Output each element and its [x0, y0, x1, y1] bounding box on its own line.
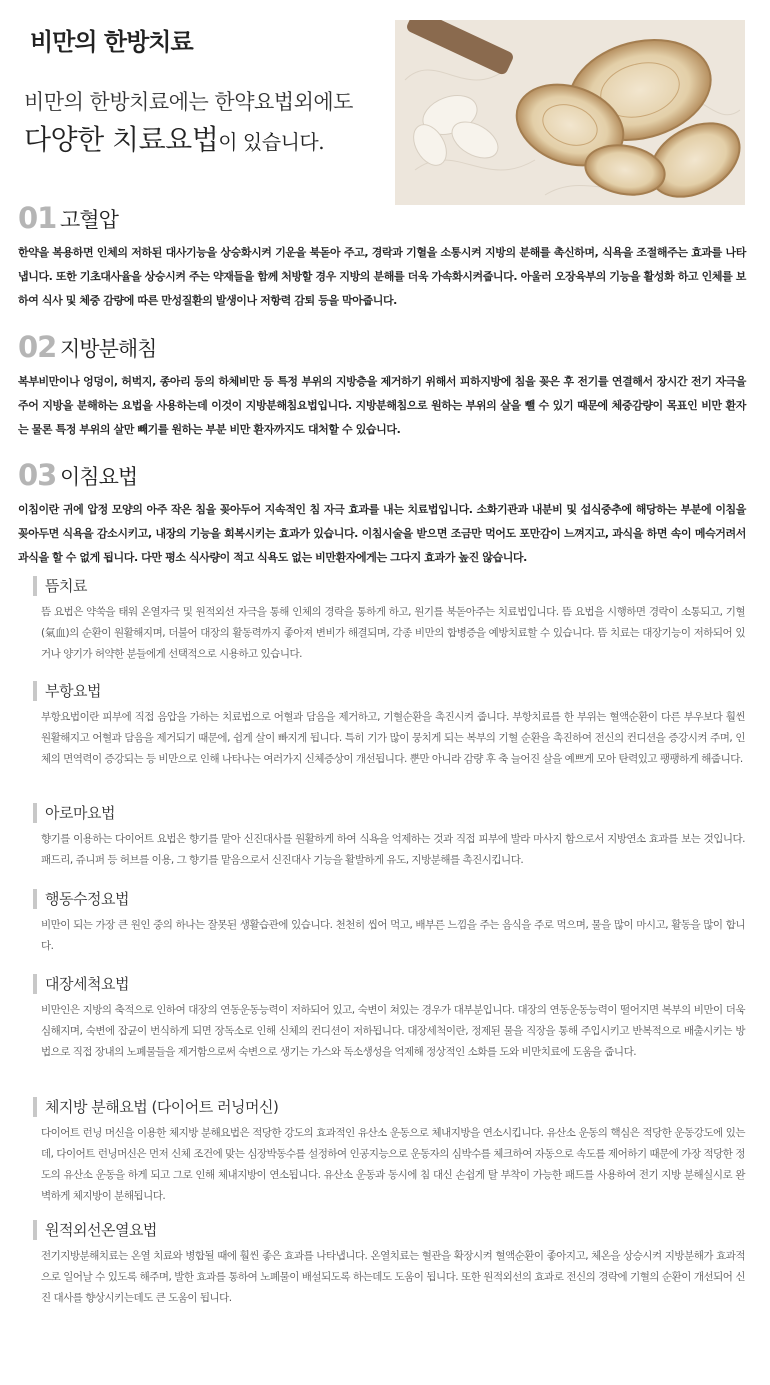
subsection-text: 다이어트 런닝 머신을 이용한 체지방 분해요법은 적당한 강도의 효과적인 유산소 운동으로 체내지방을 연소시킵니다. 유산소 운동의 핵심은 적당한 운동강도에 있는데, 다이어트 런닝머신은 먼저 신체 조건에 맞는 심장박동수를 설정하여 인공지능으로 운동자의 심박수를 체크하여 자동으로 속도를 제어하기 때문에 가장 적당한 정도의 유산소 운동을 하게 되고 그로 인해 체내지방이 연소됩니다. 유산소 운동과 동시에 침 대신 손쉽게 탈 부착이 가능한 패드를 사용하여 전기 지방 분해실시로 완벽하게 체지방이 분해됩니다.	[41, 1127, 745, 1202]
section-02	[18, 330, 746, 442]
subsection-title: 체지방 분해요법 (다이어트 러닝머신)	[33, 1097, 745, 1117]
subsection-title: 원적외선온열요법	[33, 1220, 745, 1240]
subsection-text: 향기를 이용하는 다이어트 요법은 향기를 맡아 신진대사를 원활하게 하여 식욕을 억제하는 것과 직접 피부에 발라 마사지 함으로서 지방연소 효과를 보는 것입니다. 패드리, 쥬니퍼 등 허브를 이용, 그 향기를 맡음으로서 신진대사 기능을 활발하게 유도, 지방분해를 촉진시킵니다.	[41, 833, 745, 866]
section-number: 02	[18, 330, 57, 364]
intro-tail: 이 있습니다.	[218, 130, 325, 154]
section-text: 한약을 복용하면 인체의 저하된 대사기능을 상승화시켜 기운을 북돋아 주고, 경락과 기혈을 소통시켜 지방의 분해를 촉신하며, 식욕을 조절해주는 효과를 나타냅니다. 또한 기초대사율을 상승시켜 주는 약재들을 함께 처방할 경우 지방의 분해를 더욱 가속화시켜줍니다. 아울러 오장육부의 기능을 활성화 하고 인체를 보하여 식사 및 체중 감량에 따른 만성질환의 발생이나 저항력 감퇴 등을 막아줍니다.	[18, 246, 746, 307]
subsection-title: 뜸치료	[33, 576, 745, 596]
subsection-text: 비만인은 지방의 축적으로 인하여 대장의 연동운동능력이 저하되어 있고, 숙변이 쳐있는 경우가 대부분입니다. 대장의 연동운동능력이 떨어지면 복부의 비만이 더욱 심해지며, 숙변에 잡균이 번식하게 되면 장독소로 인해 신체의 컨디션이 저하됩니다. 대장세척이란, 정제된 물을 직장을 통해 주입시키고 반복적으로 배출시키는 방법으로 직접 장내의 노폐물들을 제거함으로써 숙변으로 생기는 가스와 독소생성을 억제해 정상적인 소화를 도와 비만치료에 도움을 줍니다.	[41, 1004, 745, 1058]
section-text: 이침이란 귀에 압정 모양의 아주 작은 침을 꽂아두어 지속적인 침 자극 효과를 내는 치료법입니다. 소화기관과 내분비 및 섭식중추에 해당하는 부분에 이침을 꽂아두면 식욕을 감소시키고, 내장의 기능을 회복시키는 효과가 있습니다. 이침시술을 받으면 조금만 먹어도 포만감이 느껴지고, 과식을 하면 속이 메슥거려서 과식을 할 수 없게 됩니다. 다만 평소 식사량이 적고 식욕도 없는 비만환자에게는 그다지 효과가 높진 않습니다.	[18, 503, 746, 564]
subsection-colon-cleansing	[33, 974, 745, 1063]
page-title: 비만의 한방치료	[30, 28, 193, 56]
section-title: 이침요법	[60, 465, 138, 489]
section-title: 지방분해침	[60, 337, 157, 361]
subsection-aroma	[33, 803, 745, 871]
intro-emphasis: 다양한 치료요법	[24, 123, 219, 156]
subsection-text: 뜸 요법은 약쑥을 태워 온열자극 및 원적외선 자극을 통해 인체의 경락을 통하게 하고, 원기를 북돋아주는 치료법입니다. 뜸 요법을 시행하면 경락이 소통되고, 기혈(氣血)의 순환이 원활해지며, 더불어 대장의 활동력까지 좋아져 변비가 해결되며, 각종 비만의 합병증을 예방치료할 수 있습니다. 뜸 치료는 대장기능이 저하되어 있거나 양기가 허약한 분들에게 선택적으로 시용하고 있습니다.	[41, 606, 745, 660]
subsection-moxibustion	[33, 576, 745, 665]
subsection-title: 행동수정요법	[33, 889, 745, 909]
subsection-title: 부항요법	[33, 681, 745, 701]
section-text: 복부비만이나 엉덩이, 허벅지, 종아리 등의 하체비만 등 특정 부위의 지방층을 제거하기 위해서 피하지방에 침을 꽂은 후 전기를 연결해서 장시간 전기 자극을 주어 지방을 분해하는 요법을 사용하는데 이것이 지방분해침요법입니다. 지방분해침으로 원하는 부위의 살을 뺄 수 있기 때문에 체중감량이 목표인 비만 환자는 물론 특정 부위의 살만 빼기를 원하는 부분 비만 환자까지도 대처할 수 있습니다.	[18, 375, 746, 436]
section-number: 01	[18, 201, 57, 235]
section-number: 03	[18, 458, 57, 492]
subsection-text: 비만이 되는 가장 큰 원인 중의 하나는 잘못된 생활습관에 있습니다. 천천히 씹어 먹고, 배부른 느낌을 주는 음식을 주로 먹으며, 물을 많이 마시고, 활동을 많이 합니다.	[41, 919, 745, 952]
intro-line2	[24, 118, 324, 158]
section-01	[18, 201, 746, 313]
subsection-text: 부항요법이란 피부에 직접 음압을 가하는 치료법으로 어혈과 담음을 제거하고, 기혈순환을 촉진시켜 줍니다. 부항치료를 한 부위는 혈액순환이 다른 부우보다 훨씬 원활해지고 어혈과 담음을 제거되기 때문에, 쉽게 살이 빠지게 됩니다. 특히 기가 많이 뭉치게 되는 복부의 기혈 순환을 촉진하여 전신의 컨디션을 증강시켜 주며, 인체의 면역력이 증강되는 등 비만으로 인해 나타나는 여러가지 신체증상이 개선됩니다. 뿐만 아니라 감량 후 축 늘어진 살을 예쁘게 모아 탄력있고 팽팽하게 해줍니다.	[41, 711, 745, 765]
subsection-behavior	[33, 889, 745, 957]
subsection-running-machine	[33, 1097, 745, 1207]
subsection-infrared-heat	[33, 1220, 745, 1309]
subsection-cupping	[33, 681, 745, 770]
sliced-herbal-root-image	[395, 20, 745, 205]
intro-line1: 비만의 한방치료에는 한약요법외에도	[24, 90, 353, 114]
subsection-title: 대장세척요법	[33, 974, 745, 994]
section-title: 고혈압	[60, 208, 118, 232]
subsection-title: 아로마요법	[33, 803, 745, 823]
subsection-text: 전기지방분해치료는 온열 치료와 병합될 때에 훨씬 좋은 효과를 나타냅니다. 온열치료는 혈관을 확장시켜 혈액순환이 좋아지고, 체온을 상승시켜 지방분해가 효과적으로 일어날 수 있도록 해주며, 발한 효과를 통하여 노폐물이 배설되도록 하는데도 도움이 됩니다. 또한 원적외선의 효과로 전신의 경락에 기혈의 순환이 개선되어 신진 대사를 향상시키는데도 큰 도움이 됩니다.	[41, 1250, 745, 1304]
section-03	[18, 458, 746, 570]
